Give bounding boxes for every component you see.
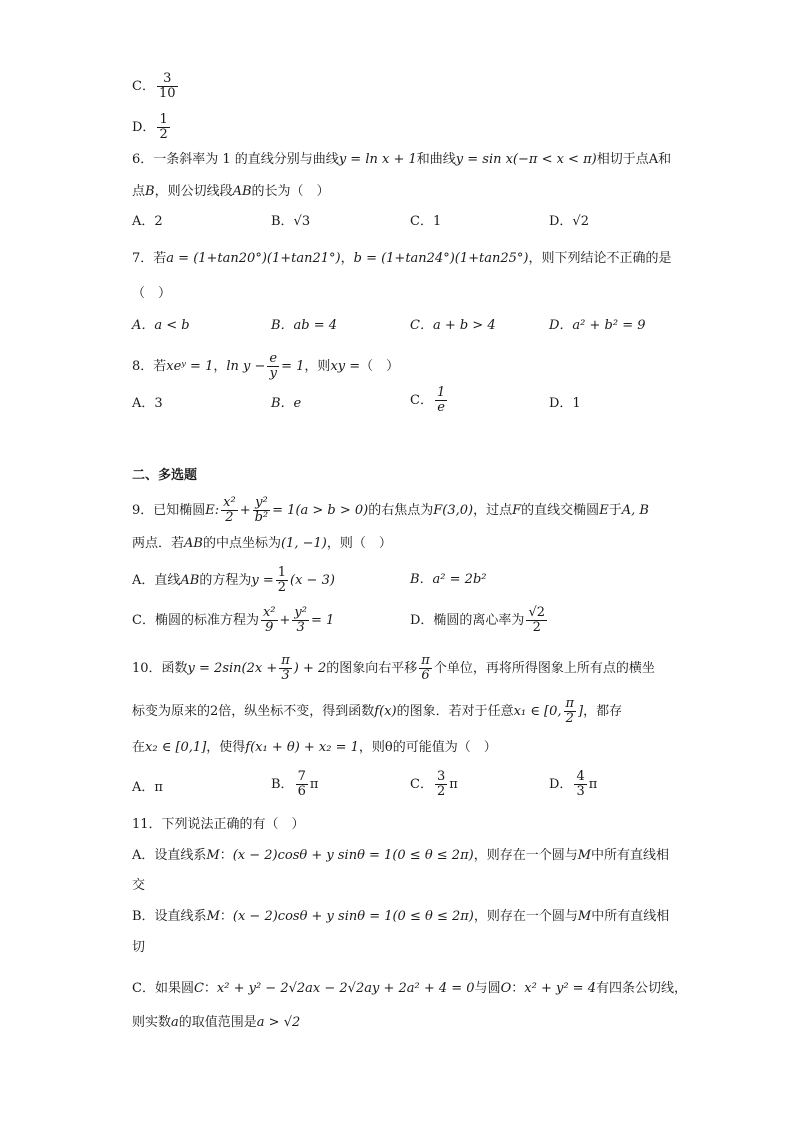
fraction: $\frac{e}{y}$ (269, 351, 278, 381)
section-title: 二、多选题 (132, 468, 198, 483)
fraction: $\frac{7}{6}$ (297, 769, 306, 799)
q7-option-a: A．a < b (132, 318, 190, 333)
fraction: $\frac{4}{3}$ (576, 769, 585, 799)
q6-option-b: B．√3 (271, 214, 311, 229)
q6-option-d: D．√2 (549, 214, 589, 229)
q7-option-b: B．ab = 4 (271, 318, 338, 333)
q9-option-b: B．a² = 2b² (410, 572, 487, 587)
q10-stem-line2: 标变为原来的2倍，纵坐标不变，得到函数f(x)的图象．若对于任意x₁ ∈ [0, $\frac{\pi}{2}$ ]，都存 (132, 696, 623, 726)
fraction: $\frac{\pi}{3}$ (281, 653, 290, 683)
q11-option-b: B．设直线系M：(x − 2)cosθ + y sinθ = 1(0 ≤ θ ≤ 2π)，则存在一个圆与M中所有直线相 (132, 909, 670, 924)
q6-option-c: C．1 (410, 214, 442, 229)
q10-option-a: A．π (132, 780, 163, 795)
fraction: $\frac{1}{2}$ (159, 112, 168, 142)
q9-option-c: C．椭圆的标准方程为 $\frac{\text{x²}}{9}$ + $\frac{\text{y²}}{3}$ = 1 (132, 605, 335, 635)
q7-stem-line1: 7．若a = (1+tan20°)(1+tan21°)，b = (1+tan24°)(1+tan25°)，则下列结论不正确的是 (132, 251, 672, 266)
q11-option-c: C．如果圆C：x² + y² − 2√2ax − 2√2ay + 2a² + 4 = 0与圆O：x² + y² = 4有四条公切线， (132, 981, 687, 996)
q8-stem: 8．若xeʸ = 1，ln y − $\frac{e}{y}$ = 1，则xy =（ ） (132, 351, 400, 381)
fraction: $\frac{\text{x²}}{2}$ (223, 495, 236, 525)
q5-option-c: C． $\frac{3}{10}$ (132, 71, 176, 101)
q7-option-d: D．a² + b² = 9 (549, 318, 646, 333)
q5-option-d: D． $\frac{1}{2}$ (132, 112, 168, 142)
q11-stem: 11．下列说法正确的有（ ） (132, 817, 305, 832)
q9-stem-line2: 两点．若AB的中点坐标为(1, −1)，则（ ） (132, 536, 392, 551)
q8-option-c: C． $\frac{1}{e}$ (410, 385, 446, 415)
fraction: $\frac{\pi}{6}$ (421, 653, 430, 683)
fraction: $\frac{\text{y²}}{\text{b²}}$ (254, 495, 269, 525)
q9-option-d: D．椭圆的离心率为 $\frac{√2}{2}$ (410, 605, 545, 635)
q9-option-a: A．直线AB的方程为y = $\frac{1}{2}$ (x − 3) (132, 565, 335, 595)
q8-option-d: D．1 (549, 396, 581, 411)
q10-option-b: B． $\frac{7}{6}$ π (271, 769, 319, 799)
q11-option-a-wrap: 交 (132, 878, 146, 893)
q7-option-c: C．a + b > 4 (410, 318, 496, 333)
q6-stem-line2: 点B，则公切线段AB的长为（ ） (132, 184, 330, 199)
fraction: $\frac{\text{y²}}{3}$ (294, 605, 307, 635)
q9-stem-line1: 9．已知椭圆E: $\frac{\text{x²}}{2}$ + $\frac{\text{y²}}{\text{b²}}$ = 1(a > b > 0)的右焦点为F(3,0)，过点F的直线交椭圆E于A, B (132, 495, 649, 525)
q7-stem-line2: （ ） (132, 286, 172, 301)
fraction: $\frac{\text{x²}}{9}$ (262, 605, 276, 635)
q10-stem-line3: 在x₂ ∈ [0,1]，使得f(x₁ + θ) + x₂ = 1，则θ的可能值为（ ） (132, 740, 497, 755)
q8-option-a: A．3 (132, 396, 163, 411)
q11-option-c-wrap: 则实数a的取值范围是a > √2 (132, 1015, 301, 1030)
q10-option-c: C． $\frac{3}{2}$ π (410, 769, 458, 799)
fraction: $\frac{3}{10}$ (158, 71, 176, 101)
q10-stem-line1: 10．函数y = 2sin(2x + $\frac{\pi}{3}$ ) + 2的图象向右平移 $\frac{\pi}{6}$ 个单位，再将所得图象上所有点的横坐 (132, 653, 655, 683)
fraction: $\frac{\pi}{2}$ (565, 696, 575, 726)
q10-option-d: D． $\frac{4}{3}$ π (549, 769, 598, 799)
fraction: $\frac{1}{e}$ (436, 385, 446, 415)
q11-option-a: A．设直线系M：(x − 2)cosθ + y sinθ = 1(0 ≤ θ ≤ 2π)，则存在一个圆与M中所有直线相 (132, 848, 670, 863)
fraction: $\frac{√2}{2}$ (528, 605, 545, 635)
fraction: $\frac{1}{2}$ (277, 565, 287, 595)
q6-stem-line1: 6．一条斜率为 1 的直线分别与曲线y = ln x + 1和曲线y = sin x(−π < x < π)相切于点A和 (132, 152, 672, 167)
q8-option-b: B．e (271, 396, 302, 411)
fraction: $\frac{3}{2}$ (436, 769, 446, 799)
q6-option-a: A．2 (132, 214, 163, 229)
q11-option-b-wrap: 切 (132, 940, 146, 955)
